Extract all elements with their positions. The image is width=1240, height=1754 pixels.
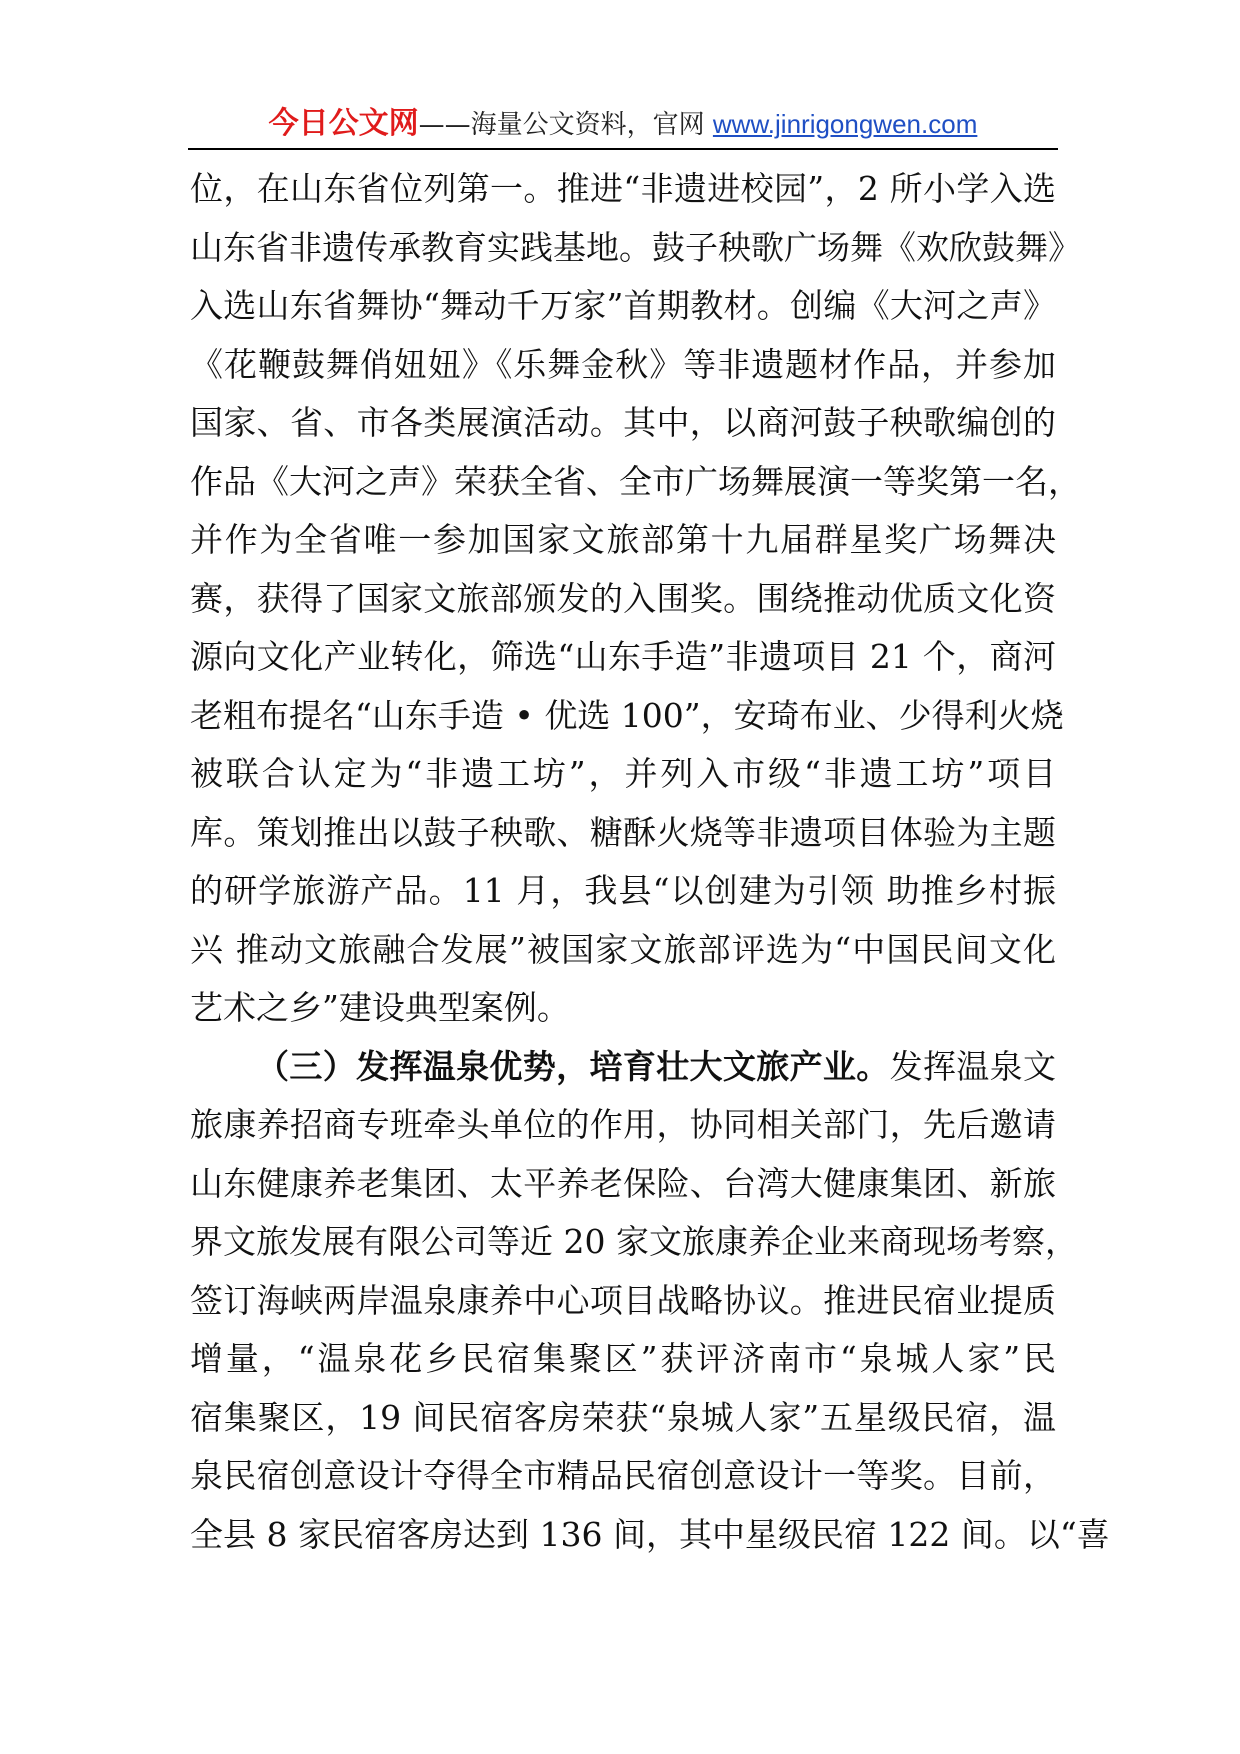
section-line: 签订海峡两岸温泉康养中心项目战略协议。推进民宿业提质 [190,1280,1056,1320]
body-line: 并作为全省唯一参加国家文旅部第十九届群星奖广场舞决 [190,520,1056,559]
body-line: 作品《大河之声》荣获全省、全市广场舞展演一等奖第一名， [190,461,1081,501]
section-heading: （三）发挥温泉优势，培育壮大文旅产业。 [256,1046,890,1086]
body-line: 兴 推动文旅融合发展”被国家文旅部评选为“中国民间文化 [190,929,1056,969]
body-line: 库。策划推出以鼓子秧歌、糖酥火烧等非遗项目体验为主题 [190,812,1056,852]
body-line: 老粗布提名“山东手造 • 优选 100”，安琦布业、少得利火烧 [190,695,1064,735]
body-line: 赛，获得了国家文旅部颁发的入围奖。围绕推动优质文化资 [190,578,1056,618]
section-first-line [190,1038,1056,1097]
section-line: 全县 8 家民宿客房达到 136 间，其中星级民宿 122 间。以“喜 [190,1514,1110,1554]
section-line: 泉民宿创意设计夺得全市精品民宿创意设计一等奖。目前， [190,1456,1056,1495]
page-header [188,100,1058,148]
section-line: 旅康养招商专班牵头单位的作用，协同相关部门，先后邀请 [190,1105,1056,1144]
section-line: 宿集聚区，19 间民宿客房荣获“泉城人家”五星级民宿，温 [190,1397,1056,1437]
body-line: 《花鞭鼓舞俏妞妞》《乐舞金秋》等非遗题材作品，并参加 [190,344,1056,384]
body-line: 的研学旅游产品。11 月，我县“以创建为引领 助推乡村振 [190,871,1056,910]
body-line: 艺术之乡”建设典型案例。 [190,988,570,1027]
body-line: 被联合认定为“非遗工坊”，并列入市级“非遗工坊”项目 [190,754,1056,793]
body-line: 国家、省、市各类展演活动。其中，以商河鼓子秧歌编创的 [190,403,1056,442]
body-line: 入选山东省舞协“舞动千万家”首期教材。创编《大河之声》 [190,286,1056,325]
site-name: 今日公文网 [268,106,419,141]
section-line: 界文旅发展有限公司等近 20 家文旅康养企业来商现场考察， [190,1222,1078,1261]
header-tagline: ——海量公文资料，官网 [418,110,713,140]
header-divider [188,148,1058,150]
section-line: 增量，“温泉花乡民宿集聚区”获评济南市“泉城人家”民 [190,1339,1056,1378]
site-url-link[interactable]: www.jinrigongwen.com [712,109,978,139]
body-line: 源向文化产业转化，筛选“山东手造”非遗项目 21 个，商河 [190,637,1056,676]
body-line: 位，在山东省位列第一。推进“非遗进校园”，2 所小学入选 [190,169,1056,208]
section-first-line-text: 发挥温泉文 [889,1046,1057,1086]
body-line: 山东省非遗传承教育实践基地。鼓子秧歌广场舞《欢欣鼓舞》 [190,227,1081,267]
document-body [190,160,1110,1564]
section-line: 山东健康养老集团、太平养老保险、台湾大健康集团、新旅 [190,1163,1056,1203]
